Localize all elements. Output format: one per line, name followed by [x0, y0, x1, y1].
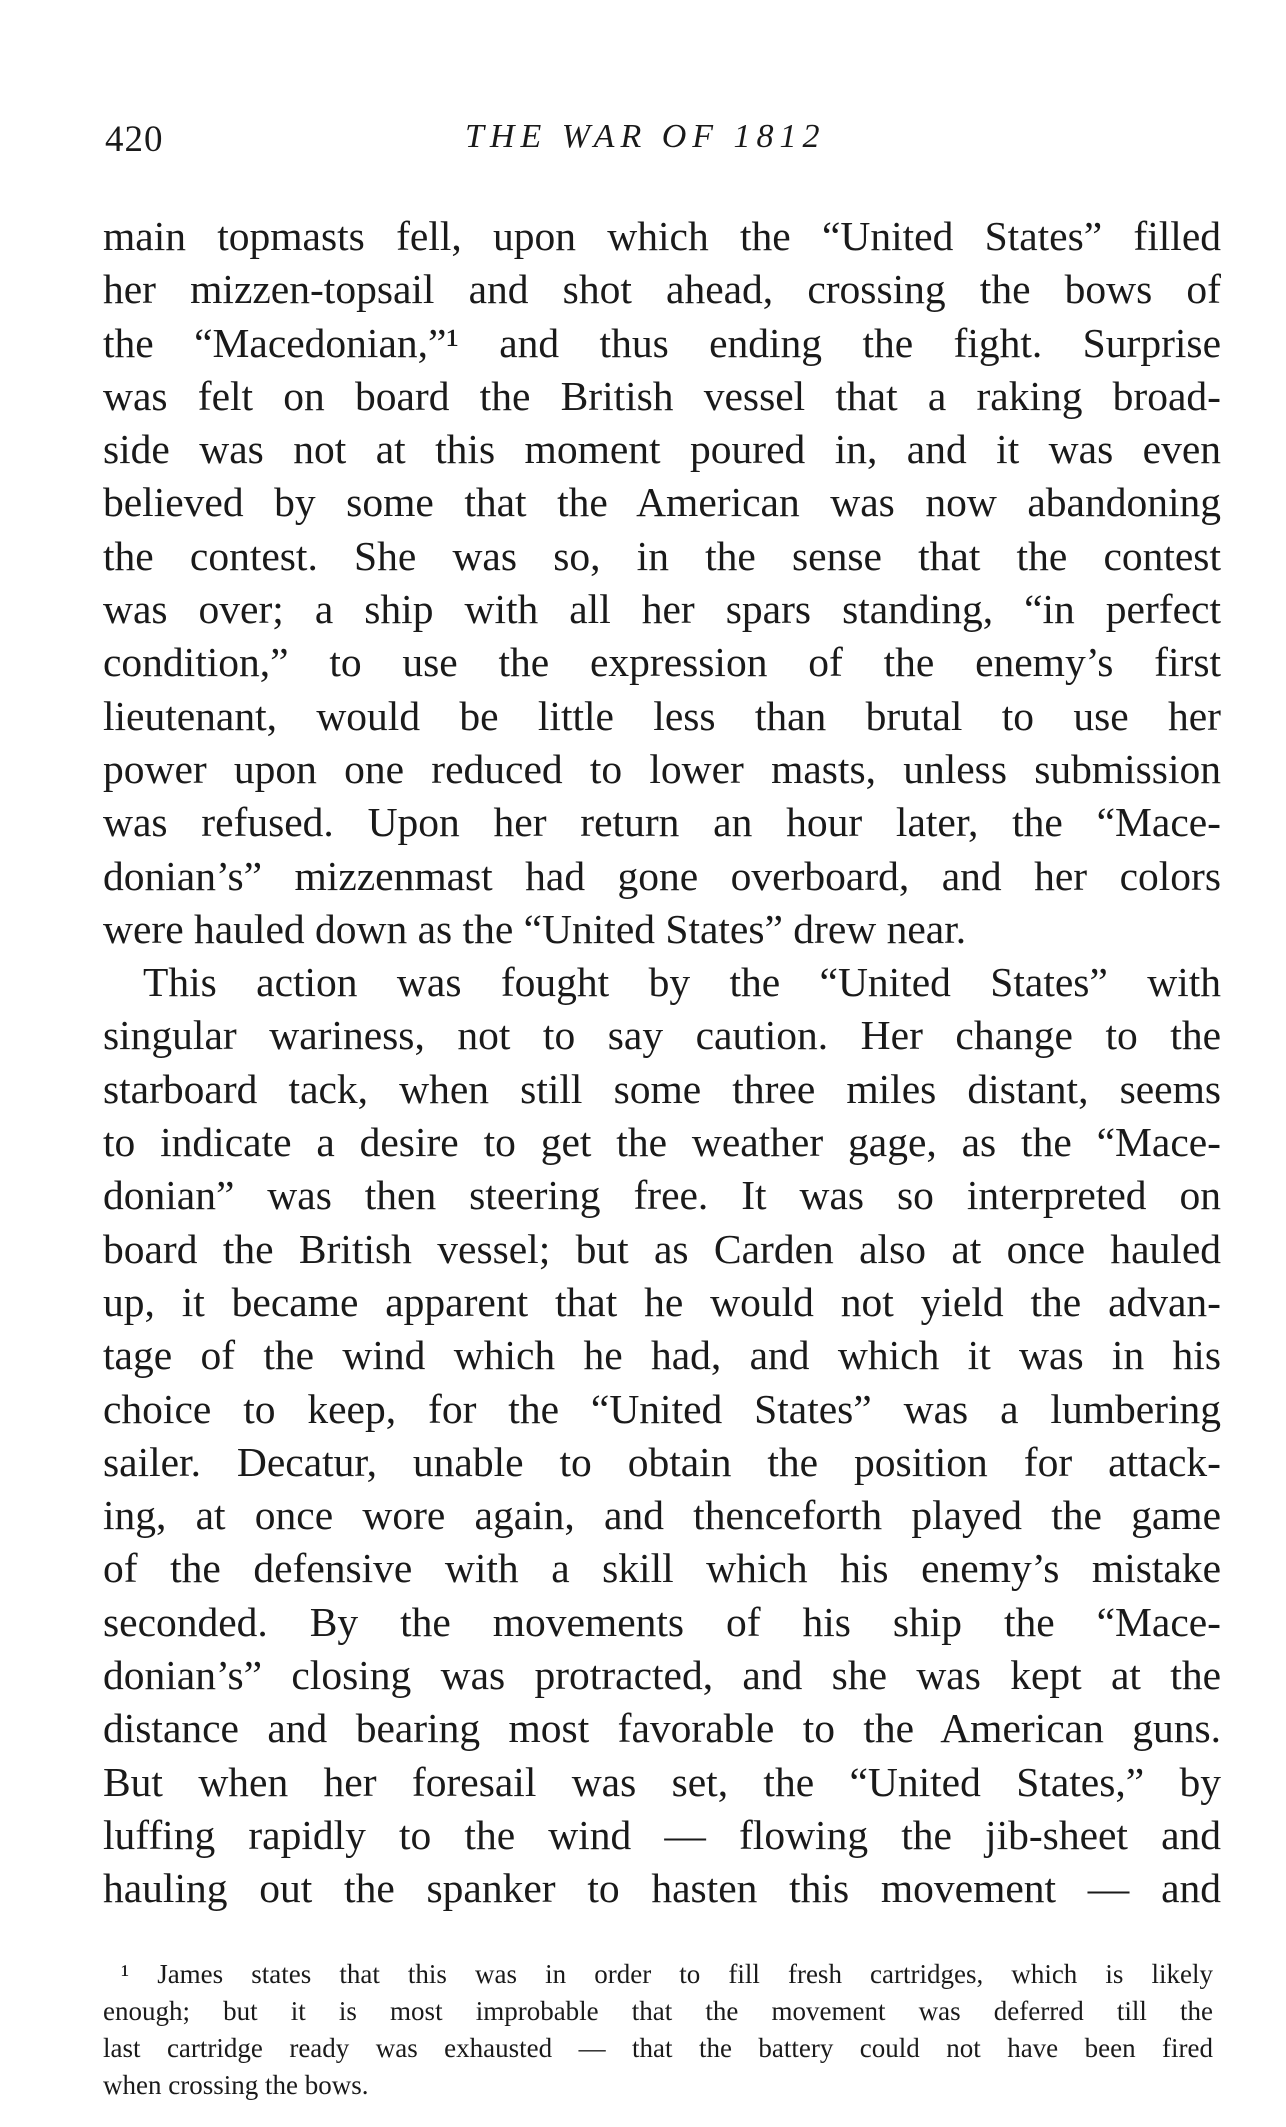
text-line: singular wariness, not to say caution. Her change to the — [103, 1012, 1221, 1059]
text-line: her mizzen-topsail and shot ahead, crossing the bows of — [103, 266, 1221, 313]
text-line: hauling out the spanker to hasten this movement — and — [103, 1865, 1221, 1912]
text-line: was felt on board the British vessel that a raking broad- — [103, 372, 1221, 419]
text-line: of the defensive with a skill which his enemy’s mistake — [103, 1545, 1221, 1592]
page-number: 420 — [105, 119, 164, 160]
running-head — [105, 118, 1215, 168]
text-line: condition,” to use the expression of the enemy’s first — [103, 639, 1221, 686]
text-line: starboard tack, when still some three miles distant, seems — [103, 1065, 1221, 1112]
footnote-line: enough; but it is most improbable that the movement was deferred till the — [103, 1996, 1213, 2026]
text-line: sailer. Decatur, unable to obtain the position for attack- — [103, 1438, 1221, 1485]
text-line: choice to keep, for the “United States” was a lumbering — [103, 1385, 1221, 1432]
text-line: board the British vessel; but as Carden also at once hauled — [103, 1225, 1221, 1272]
text-line: lieutenant, would be little less than brutal to use her — [103, 692, 1221, 739]
text-line: luffing rapidly to the wind — flowing the jib-sheet and — [103, 1811, 1221, 1858]
text-line: up, it became apparent that he would not yield the advan- — [103, 1278, 1221, 1325]
text-line: main topmasts fell, upon which the “United States” filled — [103, 213, 1221, 259]
text-line: was refused. Upon her return an hour later, the “Mace- — [103, 799, 1221, 846]
footnote-line: when crossing the bows. — [103, 2070, 369, 2100]
text-line: power upon one reduced to lower masts, unless submission — [103, 745, 1221, 792]
text-line: the contest. She was so, in the sense that the contest — [103, 532, 1221, 579]
text-line: ing, at once wore again, and thenceforth played the game — [103, 1492, 1221, 1539]
text-line: seconded. By the movements of his ship the “Mace- — [103, 1598, 1221, 1645]
text-line: believed by some that the American was now abandoning — [103, 479, 1221, 526]
text-line: to indicate a desire to get the weather gage, as the “Mace- — [103, 1119, 1221, 1166]
text-line: the “Macedonian,”¹ and thus ending the fight. Surprise — [103, 319, 1221, 366]
text-line: tage of the wind which he had, and which it was in his — [103, 1332, 1221, 1379]
running-title: THE WAR OF 1812 — [465, 118, 826, 155]
paragraph-start-line: This action was fought by the “United States” with — [143, 959, 1221, 1006]
text-line: side was not at this moment poured in, and it was even — [103, 426, 1221, 473]
body-text — [103, 210, 1221, 1916]
paragraph-end-line: were hauled down as the “United States” drew near. — [103, 905, 967, 952]
footnote — [103, 1956, 1213, 2104]
text-line: donian’s” mizzenmast had gone overboard, and her colors — [103, 852, 1221, 899]
text-line: But when her foresail was set, the “United States,” by — [103, 1758, 1221, 1805]
text-line: distance and bearing most favorable to the American guns. — [103, 1705, 1221, 1752]
text-line: donian’s” closing was protracted, and she was kept at the — [103, 1652, 1221, 1699]
text-line: donian” was then steering free. It was so interpreted on — [103, 1172, 1221, 1219]
footnote-line: ¹ James states that this was in order to fill fresh cartridges, which is likely — [121, 1959, 1213, 1989]
text-line: was over; a ship with all her spars standing, “in perfect — [103, 586, 1221, 633]
footnote-line: last cartridge ready was exhausted — that the battery could not have been fired — [103, 2033, 1213, 2063]
